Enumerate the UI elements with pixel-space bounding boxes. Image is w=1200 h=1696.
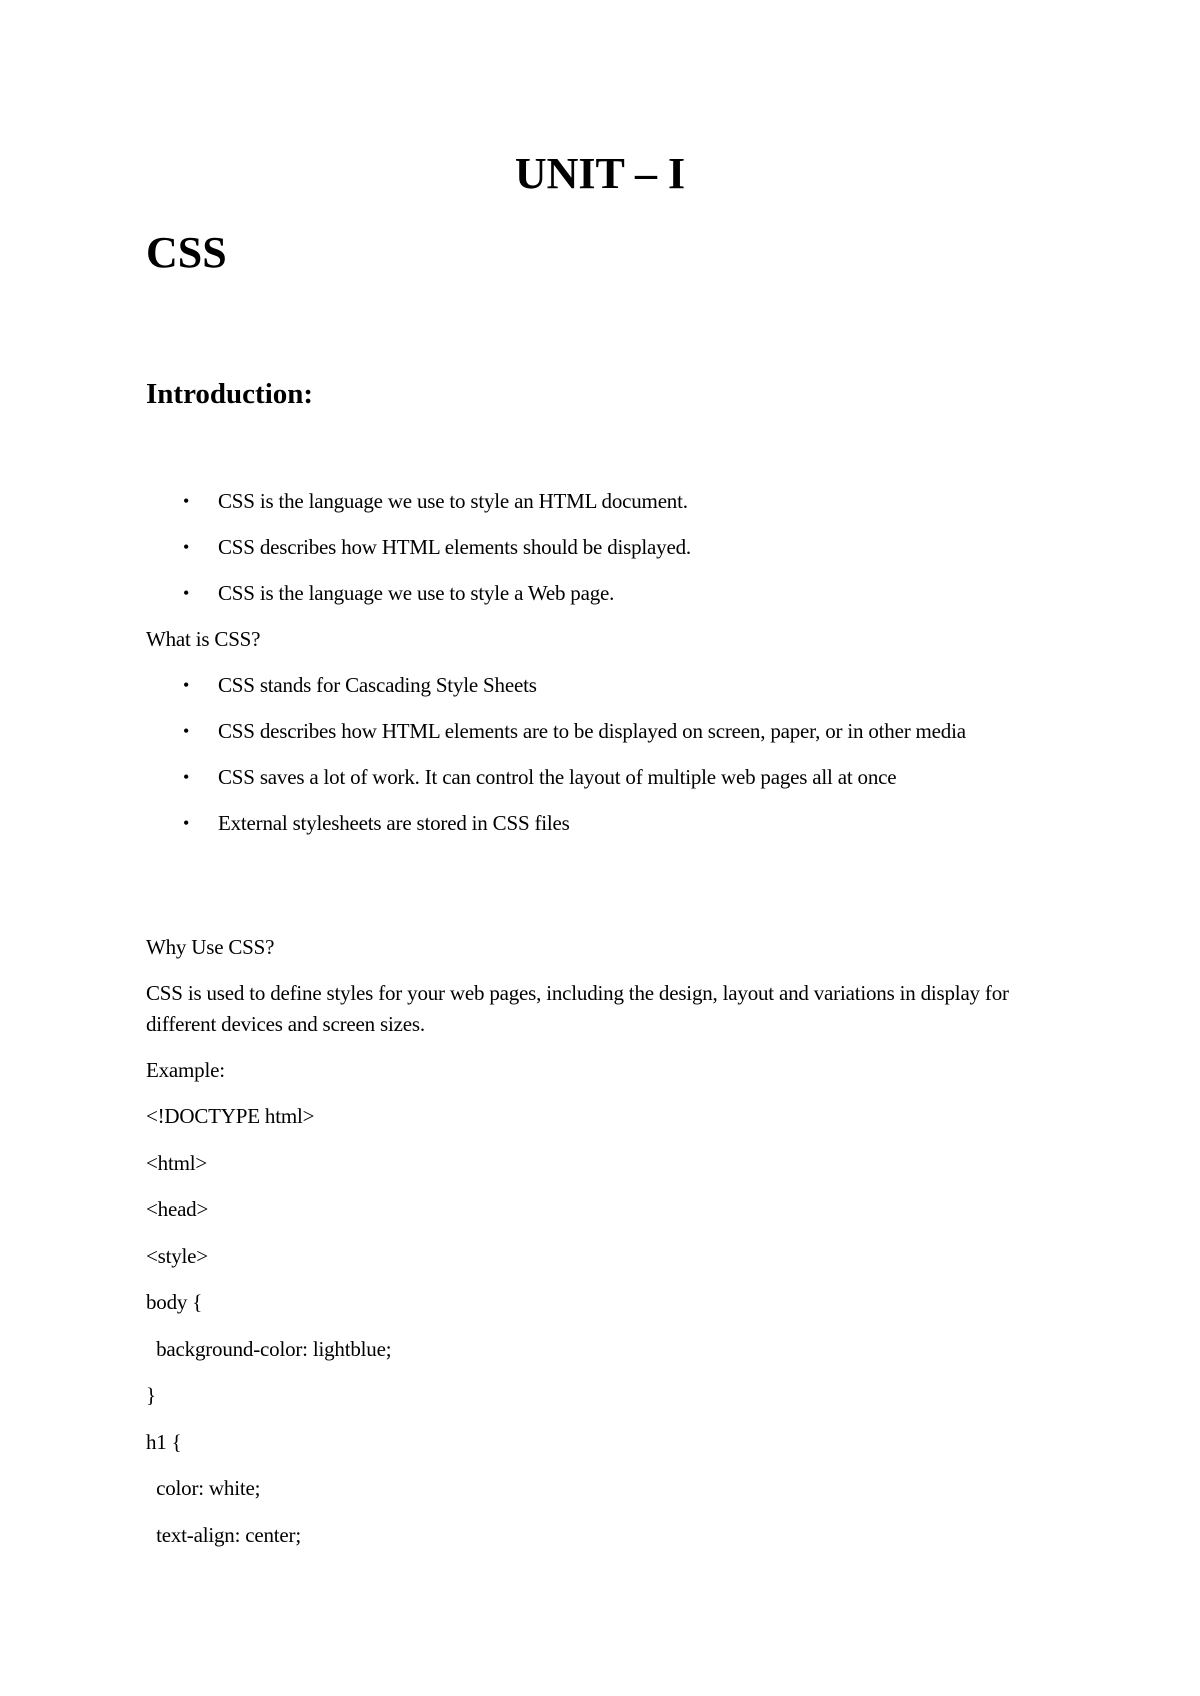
list-item xyxy=(146,670,1066,701)
bullet-text: CSS describes how HTML elements are to be displayed on screen, paper, or in other media xyxy=(218,719,966,743)
bullet-icon: • xyxy=(183,675,190,695)
code-line: <head> xyxy=(146,1197,209,1221)
code-line: h1 { xyxy=(146,1430,182,1454)
code-line: color: white; xyxy=(146,1476,261,1500)
list-item xyxy=(146,532,1066,563)
list-item xyxy=(146,578,1066,609)
code-line: } xyxy=(146,1383,156,1407)
code-line: <style> xyxy=(146,1244,208,1268)
introduction-heading: Introduction: xyxy=(146,378,314,410)
list-item xyxy=(146,762,1066,793)
bullet-icon: • xyxy=(183,721,190,741)
bullet-icon: • xyxy=(183,537,190,557)
code-line: text-align: center; xyxy=(146,1523,301,1547)
why-use-css-paragraph: CSS is used to define styles for your web pages, including the design, layout and variations in display for different devices and screen sizes. xyxy=(146,981,1009,1036)
code-line: <html> xyxy=(146,1151,207,1175)
bullet-text: External stylesheets are stored in CSS files xyxy=(218,811,570,835)
list-item xyxy=(146,808,1066,839)
bullet-icon: • xyxy=(183,491,190,511)
code-line: background-color: lightblue; xyxy=(146,1337,392,1361)
code-line: <!DOCTYPE html> xyxy=(146,1104,315,1128)
unit-title: UNIT – I xyxy=(514,149,686,198)
why-use-css-label: Why Use CSS? xyxy=(146,935,275,959)
intro-bullet-list xyxy=(146,486,1066,624)
bullet-icon: • xyxy=(183,583,190,603)
subject-heading: CSS xyxy=(146,228,227,277)
list-item xyxy=(146,716,1066,747)
bullet-text: CSS stands for Cascading Style Sheets xyxy=(218,673,537,697)
bullet-icon: • xyxy=(183,813,190,833)
example-label: Example: xyxy=(146,1058,225,1082)
what-is-css-label: What is CSS? xyxy=(146,627,261,651)
what-is-bullet-list xyxy=(146,670,1066,854)
bullet-text: CSS is the language we use to style a Web page. xyxy=(218,581,615,605)
bullet-text: CSS saves a lot of work. It can control the layout of multiple web pages all at once xyxy=(218,765,897,789)
code-line: body { xyxy=(146,1290,203,1314)
bullet-text: CSS is the language we use to style an HTML document. xyxy=(218,489,688,513)
bullet-text: CSS describes how HTML elements should be displayed. xyxy=(218,535,691,559)
list-item xyxy=(146,486,1066,517)
bullet-icon: • xyxy=(183,767,190,787)
